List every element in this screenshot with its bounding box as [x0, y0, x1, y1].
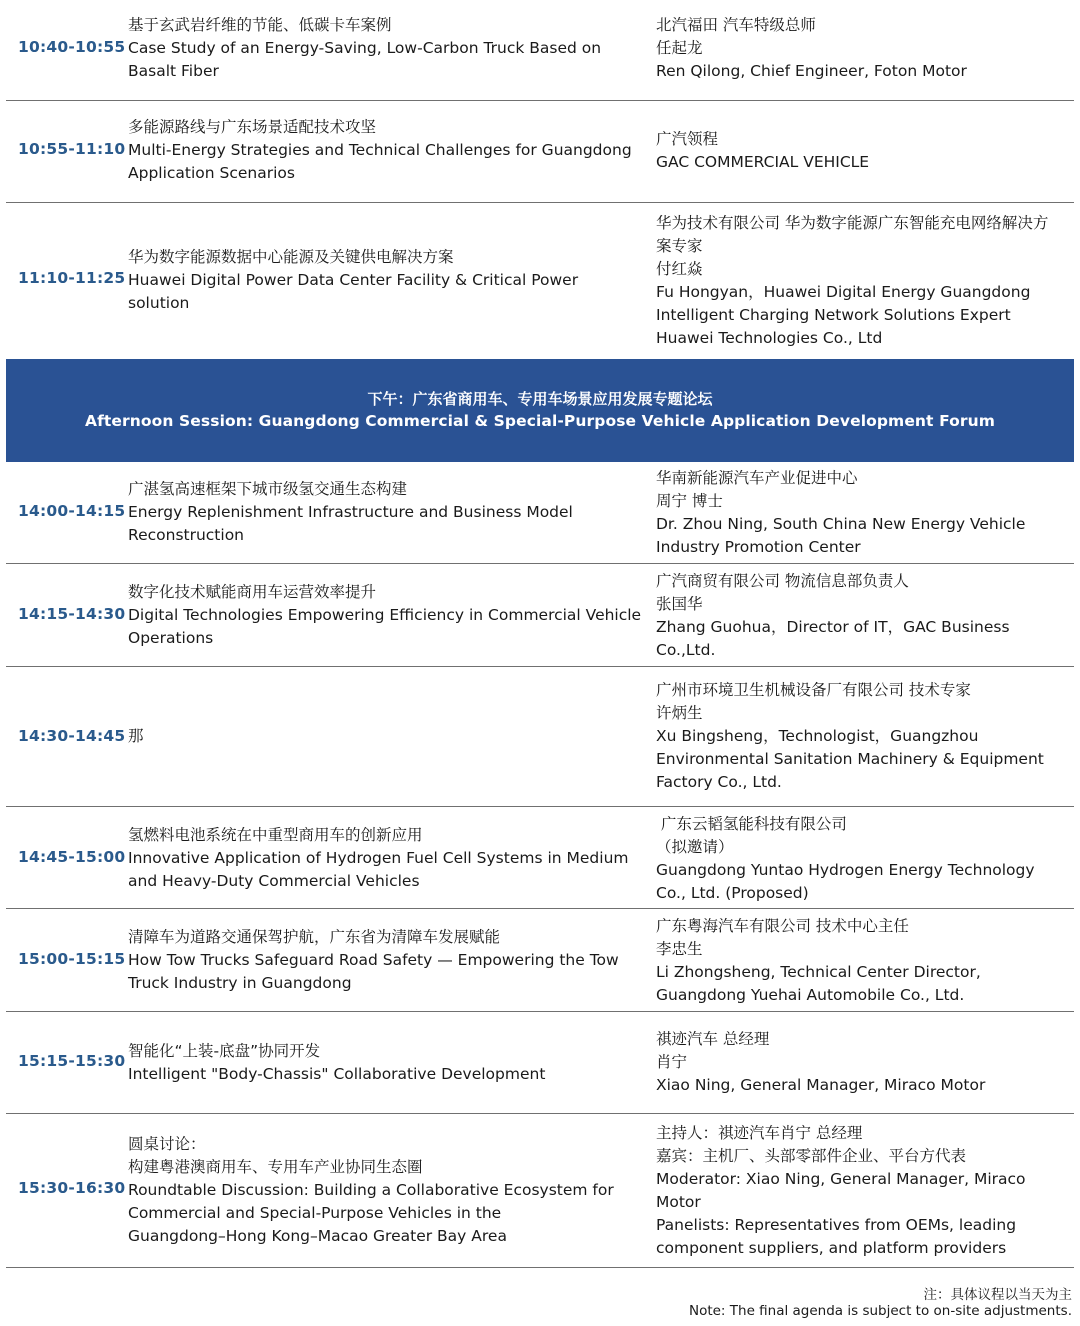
topic-en-line: and Heavy-Duty Commercial Vehicles	[128, 872, 420, 890]
session-time: 10:55-11:10	[18, 140, 126, 158]
speaker-line: 主持人：祺迹汽车肖宁 总经理	[656, 1124, 863, 1142]
topic-en-line: Multi-Energy Strategies and Technical Challenges for Guangdong	[128, 141, 632, 159]
session-topic	[128, 14, 652, 83]
speaker-line: Li Zhongsheng, Technical Center Director,	[656, 963, 981, 981]
topic-zh: 数字化技术赋能商用车运营效率提升	[128, 583, 377, 601]
agenda-row	[6, 203, 1074, 358]
topic-en-line: Roundtable Discussion: Building a Collaborative Ecosystem for	[128, 1181, 614, 1199]
speaker-line: 祺迹汽车 总经理	[656, 1030, 770, 1048]
speaker-line: Dr. Zhou Ning, South China New Energy Vehicle	[656, 515, 1026, 533]
speaker-line: Ren Qilong, Chief Engineer, Foton Motor	[656, 62, 967, 80]
speaker-line: Guangdong Yuntao Hydrogen Energy Technology	[656, 861, 1035, 879]
banner-title-en: Afternoon Session: Guangdong Commercial & Special-Purpose Vehicle Application Development Forum	[84, 412, 996, 430]
speaker-line: 付红焱	[656, 260, 703, 278]
topic-zh: 清障车为道路交通保驾护航，广东省为清障车发展赋能	[128, 928, 501, 946]
agenda-row	[6, 910, 1074, 1012]
speaker-line: Environmental Sanitation Machinery & Equipment	[656, 750, 1044, 768]
afternoon-session-banner	[6, 359, 1074, 462]
speaker-line: Co.,Ltd.	[656, 641, 716, 659]
agenda-row	[6, 1115, 1074, 1268]
banner-title-zh: 下午：广东省商用车、专用车场景应用发展专题论坛	[367, 390, 713, 408]
speaker-line: Guangdong Yuehai Automobile Co., Ltd.	[656, 986, 965, 1004]
topic-zh: 智能化“上装-底盘”协同开发	[128, 1042, 321, 1060]
speaker-line: Panelists: Representatives from OEMs, leading	[656, 1216, 1017, 1234]
speaker-line: component suppliers, and platform providers	[656, 1239, 1007, 1257]
session-topic	[128, 116, 652, 185]
session-time: 14:30-14:45	[18, 727, 126, 745]
topic-en-line: How Tow Trucks Safeguard Road Safety — Empowering the Tow	[128, 951, 619, 969]
topic-en-line: solution	[128, 294, 190, 312]
speaker-line: Industry Promotion Center	[656, 538, 861, 556]
agenda-row	[6, 1013, 1074, 1114]
topic-en-line: Truck Industry in Guangdong	[128, 974, 352, 992]
speaker-line: 广东粤海汽车有限公司 技术中心主任	[656, 917, 909, 935]
session-speaker	[656, 1122, 1072, 1260]
speaker-line: 广汽领程	[656, 130, 719, 148]
speaker-line: 嘉宾：主机厂、头部零部件企业、平台方代表	[656, 1147, 967, 1165]
speaker-line: 肖宁	[656, 1053, 688, 1071]
speaker-line: 李忠生	[656, 940, 703, 958]
speaker-line: 张国华	[656, 595, 703, 613]
session-topic	[128, 246, 652, 315]
topic-zh: 圆桌讨论：	[128, 1135, 206, 1153]
speaker-line: 北汽福田 汽车特级总师	[656, 16, 816, 34]
topic-en-line: Energy Replenishment Infrastructure and Business Model	[128, 503, 573, 521]
speaker-line: 许炳生	[656, 704, 703, 722]
speaker-line: Xiao Ning, General Manager, Miraco Motor	[656, 1076, 986, 1094]
topic-zh: 多能源路线与广东场景适配技术攻坚	[128, 118, 377, 136]
session-speaker	[656, 467, 1072, 559]
topic-en-line: Commercial and Special-Purpose Vehicles in the	[128, 1204, 502, 1222]
topic-zh: 构建粤港澳商用车、专用车产业协同生态圈	[128, 1158, 423, 1176]
speaker-line: Intelligent Charging Network Solutions Expert	[656, 306, 1011, 324]
session-topic	[128, 824, 652, 893]
topic-en-line: Innovative Application of Hydrogen Fuel Cell Systems in Medium	[128, 849, 629, 867]
speaker-line: 华南新能源汽车产业促进中心	[656, 469, 858, 487]
session-topic	[128, 725, 652, 748]
topic-en-line: Digital Technologies Empowering Efficiency in Commercial Vehicle	[128, 606, 642, 624]
topic-zh: 华为数字能源数据中心能源及关键供电解决方案	[128, 248, 454, 266]
session-time: 14:45-15:00	[18, 848, 126, 866]
speaker-line: Xu Bingsheng，Technologist，Guangzhou	[656, 727, 979, 745]
session-speaker	[656, 128, 1072, 174]
session-topic	[128, 926, 652, 995]
speaker-line: 周宁 博士	[656, 492, 723, 510]
topic-en-line: Huawei Digital Power Data Center Facility & Critical Power	[128, 271, 579, 289]
speaker-line: 案专家	[656, 237, 703, 255]
session-topic	[128, 1040, 652, 1086]
agenda-row	[6, 667, 1074, 807]
speaker-line: Moderator: Xiao Ning, General Manager, Miraco	[656, 1170, 1026, 1188]
speaker-line: 广州市环境卫生机械设备厂有限公司 技术专家	[656, 681, 971, 699]
speaker-line: 广东云韬氢能科技有限公司	[656, 815, 847, 833]
agenda-row	[6, 808, 1074, 909]
speaker-line: Huawei Technologies Co., Ltd	[656, 329, 883, 347]
topic-en-line: Guangdong–Hong Kong–Macao Greater Bay Area	[128, 1227, 507, 1245]
session-time: 15:15-15:30	[18, 1052, 126, 1070]
agenda-row	[6, 462, 1074, 564]
topic-zh: 基于玄武岩纤维的节能、低碳卡车案例	[128, 16, 392, 34]
speaker-line: Factory Co., Ltd.	[656, 773, 782, 791]
topic-en-line: Intelligent "Body-Chassis" Collaborative Development	[128, 1065, 546, 1083]
session-speaker	[656, 14, 1072, 83]
agenda-row	[6, 0, 1074, 101]
speaker-line: （拟邀请）	[656, 838, 734, 856]
session-time: 14:00-14:15	[18, 502, 126, 520]
session-time: 15:30-16:30	[18, 1179, 126, 1197]
speaker-line: Motor	[656, 1193, 701, 1211]
speaker-line: Co., Ltd. (Proposed)	[656, 884, 809, 902]
session-time: 15:00-15:15	[18, 950, 126, 968]
speaker-line: 华为技术有限公司 华为数字能源广东智能充电网络解决方	[656, 214, 1049, 232]
speaker-line: Fu Hongyan，Huawei Digital Energy Guangdong	[656, 283, 1031, 301]
topic-en-line: Application Scenarios	[128, 164, 295, 182]
session-speaker	[656, 212, 1072, 350]
topic-en-line: Case Study of an Energy-Saving, Low-Carbon Truck Based on	[128, 39, 602, 57]
session-topic	[128, 581, 652, 650]
session-topic	[128, 1133, 652, 1248]
speaker-line: GAC COMMERCIAL VEHICLE	[656, 153, 870, 171]
topic-en-line: Operations	[128, 629, 214, 647]
session-time: 10:40-10:55	[18, 38, 126, 56]
agenda-row	[6, 101, 1074, 203]
agenda-row	[6, 565, 1074, 667]
topic-en-line: Reconstruction	[128, 526, 245, 544]
session-speaker	[656, 679, 1072, 794]
topic-zh: 氢燃料电池系统在中重型商用车的创新应用	[128, 826, 423, 844]
session-time: 14:15-14:30	[18, 605, 126, 623]
speaker-line: 广汽商贸有限公司 物流信息部负责人	[656, 572, 909, 590]
session-speaker	[656, 915, 1072, 1007]
speaker-line: Zhang Guohua，Director of IT，GAC Business	[656, 618, 1010, 636]
note-zh: 注：具体议程以当天为主	[923, 1287, 1072, 1303]
note-en: Note: The final agenda is subject to on-site adjustments.	[688, 1303, 1072, 1319]
session-topic	[128, 478, 652, 547]
session-speaker	[656, 570, 1072, 662]
session-time: 11:10-11:25	[18, 269, 126, 287]
topic-en-line: Basalt Fiber	[128, 62, 219, 80]
topic-zh: 广湛氢高速框架下城市级氢交通生态构建	[128, 480, 408, 498]
speaker-line: 任起龙	[656, 39, 703, 57]
topic-zh: 那	[128, 727, 144, 745]
session-speaker	[656, 1028, 1072, 1097]
session-speaker	[656, 813, 1072, 905]
